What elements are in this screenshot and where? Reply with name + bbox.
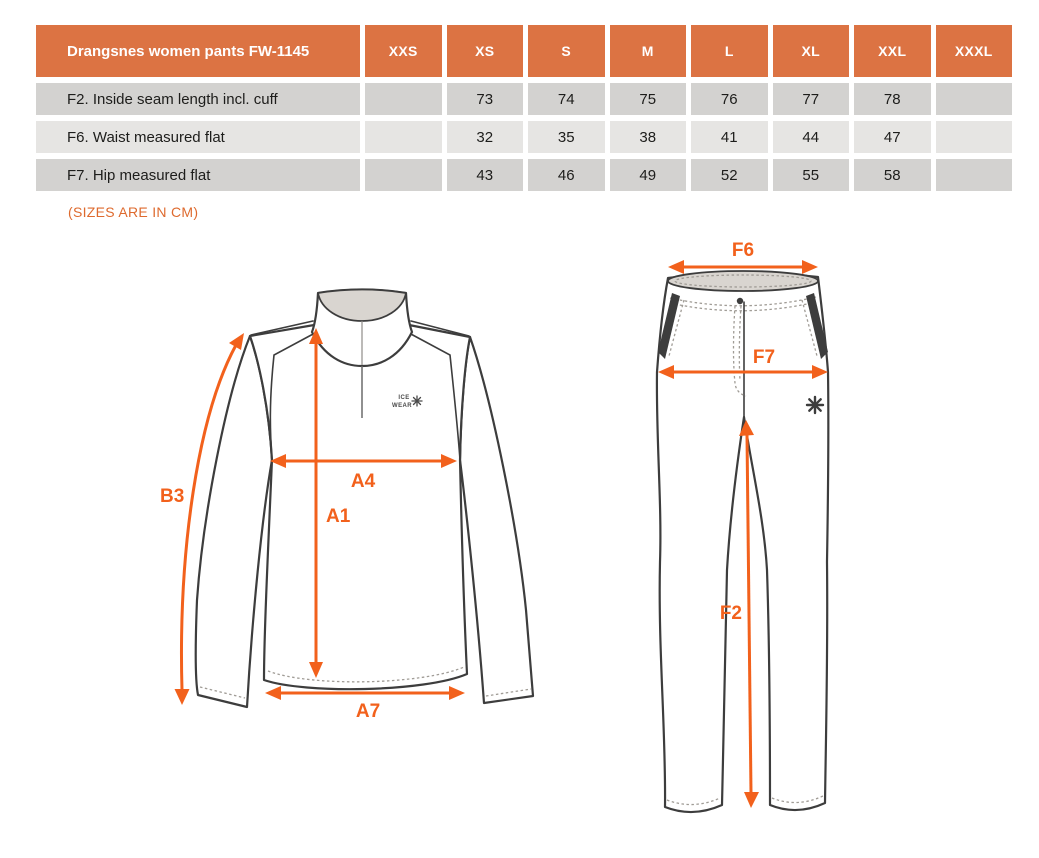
top-garment-diagram	[140, 250, 610, 750]
size-header-xs: XS	[447, 25, 524, 77]
table-value: 55	[773, 159, 850, 191]
table-value: 58	[854, 159, 931, 191]
size-header-s: S	[528, 25, 605, 77]
sweater-right-sleeve	[460, 337, 533, 703]
b3-label: B3	[160, 486, 185, 507]
size-header-m: M	[610, 25, 687, 77]
table-value	[936, 83, 1013, 115]
table-value: 32	[447, 121, 524, 153]
size-table	[36, 25, 1012, 191]
table-product-title: Drangsnes women pants FW-1145	[36, 25, 360, 77]
table-value: 44	[773, 121, 850, 153]
table-value: 49	[610, 159, 687, 191]
brand-logo-wear: WEAR	[392, 403, 412, 409]
table-value	[936, 159, 1013, 191]
pants-diagram	[620, 240, 930, 850]
sweater-drawing	[196, 290, 533, 708]
table-value: 41	[691, 121, 768, 153]
size-header-xxxl: XXXL	[936, 25, 1013, 77]
table-value: 76	[691, 83, 768, 115]
waist-button	[737, 298, 743, 304]
sizes-unit-note: (SIZES ARE IN CM)	[68, 204, 199, 220]
f2-arrow	[747, 435, 751, 793]
table-value: 78	[854, 83, 931, 115]
table-value: 35	[528, 121, 605, 153]
table-value	[365, 159, 442, 191]
a7-label: A7	[355, 701, 381, 722]
table-value: 47	[854, 121, 931, 153]
size-header-l: L	[691, 25, 768, 77]
table-value: 38	[610, 121, 687, 153]
row-label-waist: F6. Waist measured flat	[36, 121, 360, 153]
table-value: 74	[528, 83, 605, 115]
table-value: 52	[691, 159, 768, 191]
row-label-inseam: F2. Inside seam length incl. cuff	[36, 83, 360, 115]
table-value	[365, 83, 442, 115]
row-label-hip: F7. Hip measured flat	[36, 159, 360, 191]
pants-body	[657, 273, 829, 812]
sweater-body	[250, 324, 470, 689]
table-value: 43	[447, 159, 524, 191]
waist-opening	[668, 271, 818, 291]
size-header-xxl: XXL	[854, 25, 931, 77]
f6-label: F6	[731, 240, 755, 261]
size-header-xl: XL	[773, 25, 850, 77]
table-value	[936, 121, 1013, 153]
a1-label: A1	[326, 506, 351, 527]
a4-label: A4	[350, 471, 376, 492]
f7-label: F7	[752, 347, 776, 368]
sweater-left-sleeve	[196, 336, 272, 707]
brand-logo-snowflake-icon	[412, 396, 422, 406]
table-value: 46	[528, 159, 605, 191]
table-value	[365, 121, 442, 153]
table-value: 73	[447, 83, 524, 115]
f2-label: F2	[719, 603, 742, 624]
table-value: 77	[773, 83, 850, 115]
pants-drawing	[657, 271, 829, 812]
size-header-xxs: XXS	[365, 25, 442, 77]
brand-logo-ice: ICE	[398, 395, 410, 401]
snowflake-logo-icon	[807, 397, 823, 413]
table-value: 75	[610, 83, 687, 115]
